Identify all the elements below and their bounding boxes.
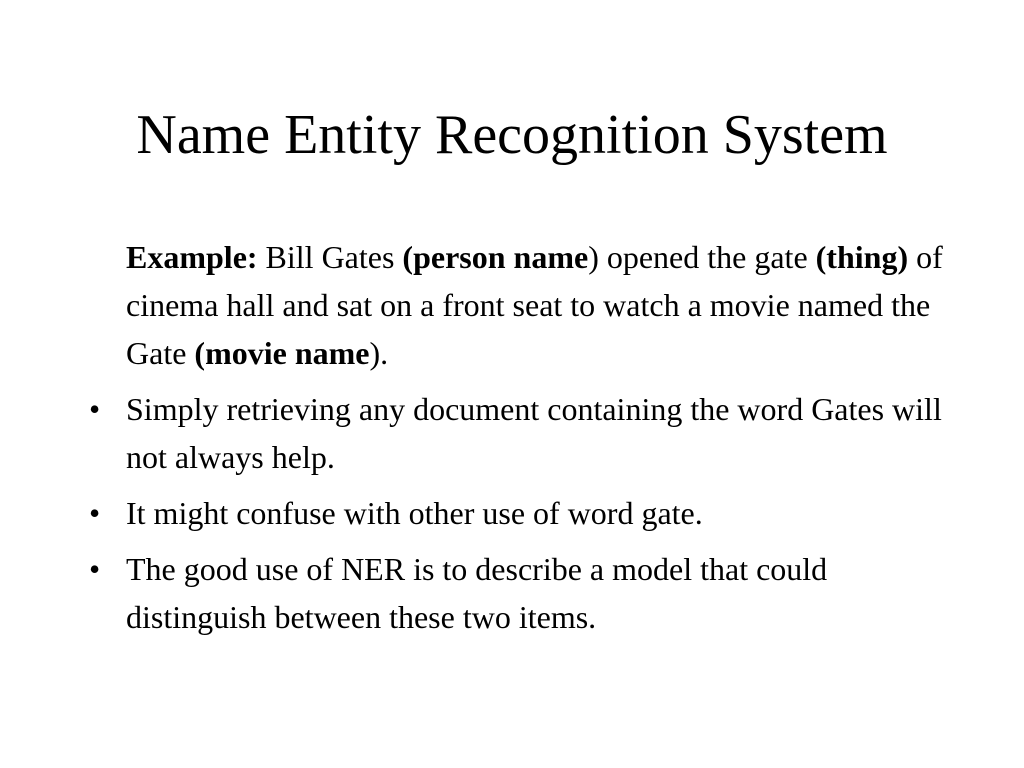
example-text-2: ) opened the gate [588,239,816,275]
bullet-item [89,545,946,641]
example-paragraph [126,233,946,377]
example-text-1: Bill Gates [257,239,403,275]
example-tag-thing: (thing) [815,239,909,275]
example-text-4: ). [369,335,389,371]
slide-title: Name Entity Recognition System [136,104,888,166]
bullet-icon: • [89,551,101,587]
bullet-item [89,489,946,537]
bullet-text: Simply retrieving any document containing the word Gates will not always help. [126,391,942,475]
bullet-text: The good use of NER is to describe a model that could distinguish between these two items. [126,551,828,635]
example-label: Example: [126,239,258,275]
bullet-icon: • [89,391,101,427]
example-tag-movie-name: (movie name [194,335,370,371]
bullet-item [89,385,946,481]
example-tag-person-name: (person name [402,239,589,275]
example-text-3: of cinema hall and sat on a front seat to watch a movie named the Gate [126,239,943,371]
bullet-icon: • [89,495,101,531]
bullet-text: It might confuse with other use of word gate. [126,495,703,531]
slide-body [89,233,946,649]
